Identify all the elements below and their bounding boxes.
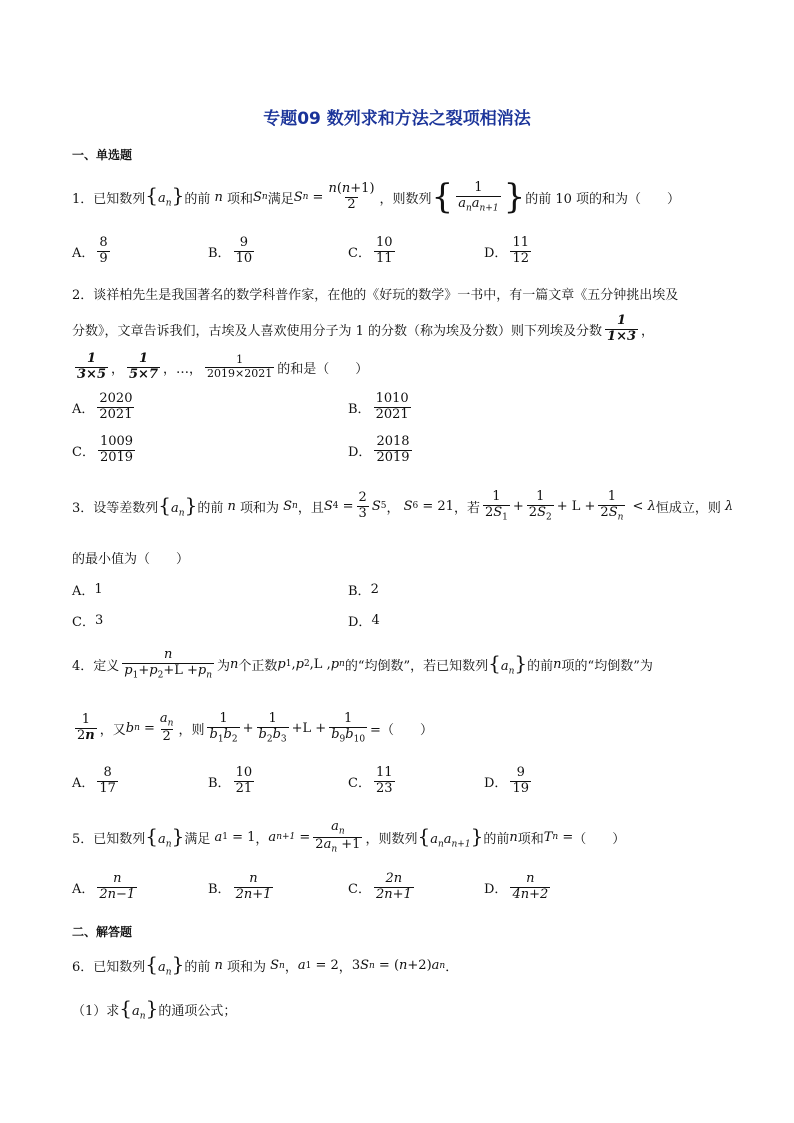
question-2-line-2: 分数》，文章告诉我们，古埃及人喜欢使用分子为 1 的分数（称为埃及分数）则下列埃及分数 $\frac{1}{1\times 3}$ ，	[72, 313, 655, 344]
q3-option-d[interactable]: D． 4	[348, 613, 380, 630]
question-1: 1．已知数列 $\{a_n\}$ 的前 n 项和 S n 满足 S n = $\frac{n(n+1)}{2}$ ，则数列 { $\frac{1}{a_na_{n+1}}$ } 的前 10 项的和为（ ）	[72, 177, 681, 217]
q3-option-a[interactable]: A． 1	[72, 582, 103, 599]
question-6-part-1: （1）求 $\{a_n\}$ 的通项公式；	[72, 996, 237, 1022]
question-5: 5．已知数列 $\{a_n\}$ 满足 a 1 = 1 ， a n+1 = $\frac{a_n}{2a_n +1}$ ，则数列 $\{a_na_{n+1}\}$ 的前 n 项和 T n = （ ）	[72, 819, 626, 855]
q1-option-b[interactable]: B． $\frac{9}{10}$	[208, 235, 253, 266]
question-4: 4．定义 $\frac{n}{p_1+p_2+L +p_n}$ 为 n 个正数 p 1 , p 2 ,L , p n 的“均倒数”，若已知数列 $\{a_n\}$ 的前 n 项的“均倒数”为	[72, 647, 653, 681]
q4-option-d[interactable]: D． $\frac{9}{19}$	[484, 765, 529, 796]
question-3: 3．设等差数列 $\{a_n\}$ 的前 n 项和为 S n ，且 S 4 = $\frac{2}{3}$ S 5 ， S 6 = 21 ，若 $\frac{1}{2S_1}$ + $\frac{1}{2S_2}$ + L + $\frac{1}{2S_n}$ < λ 恒成立，则 λ	[72, 489, 734, 523]
section-single-choice: 一、单选题	[72, 148, 133, 162]
q4-option-c[interactable]: C． $\frac{11}{23}$	[348, 765, 393, 796]
q2-option-b[interactable]: B． $\frac{1010}{2021}$	[348, 391, 409, 422]
question-2-line-1: 2．谈祥柏先生是我国著名的数学科普作家，在他的《好玩的数学》一书中，有一篇文章《五分钟挑出埃及	[72, 288, 679, 303]
question-6: 6．已知数列 $\{a_n\}$ 的前 n 项和为 S n ， a 1 = 2 ， 3 S n = ( n +2) a n ．	[72, 952, 459, 978]
q1-option-c[interactable]: C． $\frac{10}{11}$	[348, 235, 393, 266]
question-2-line-3: $\frac{1}{3\times 5}$ ， $\frac{1}{5\times 7}$ ，…， $\frac{1}{2019\times 2021}$ 的和是（ ）	[77, 351, 369, 382]
q5-option-c[interactable]: C． $\frac{2n}{2n+1}$	[348, 871, 412, 902]
q3-option-b[interactable]: B． 2	[348, 582, 379, 599]
q4-option-a[interactable]: A． $\frac{8}{17}$	[72, 765, 116, 796]
q2-option-a[interactable]: A． $\frac{2020}{2021}$	[72, 391, 133, 422]
q3-option-c[interactable]: C． 3	[72, 613, 104, 630]
q5-option-b[interactable]: B． $\frac{n}{2n+1}$	[208, 871, 272, 902]
q4-option-b[interactable]: B． $\frac{10}{21}$	[208, 765, 253, 796]
q2-option-c[interactable]: C． $\frac{1009}{2019}$	[72, 434, 134, 465]
question-3-line-2: 的最小值为（ ）	[72, 552, 190, 567]
page-title: 专题09 数列求和方法之裂项相消法	[263, 109, 531, 129]
question-4-line-2: $\frac{1}{2n}$ ，又 b n = $\frac{a_n}{2}$ ，则 $\frac{1}{b_1b_2}$ + $\frac{1}{b_2b_3}$ +L + $\frac{1}{b_9b_{10}}$ =（ ）	[77, 711, 433, 745]
q5-option-d[interactable]: D． $\frac{n}{4n+2}$	[484, 871, 549, 902]
q1-option-d[interactable]: D． $\frac{11}{12}$	[484, 235, 529, 266]
q5-option-a[interactable]: A． $\frac{n}{2n-1}$	[72, 871, 136, 902]
section-answer: 二、解答题	[72, 925, 133, 939]
q2-option-d[interactable]: D． $\frac{2018}{2019}$	[348, 434, 410, 465]
q1-option-a[interactable]: A． $\frac{8}{9}$	[72, 235, 108, 266]
